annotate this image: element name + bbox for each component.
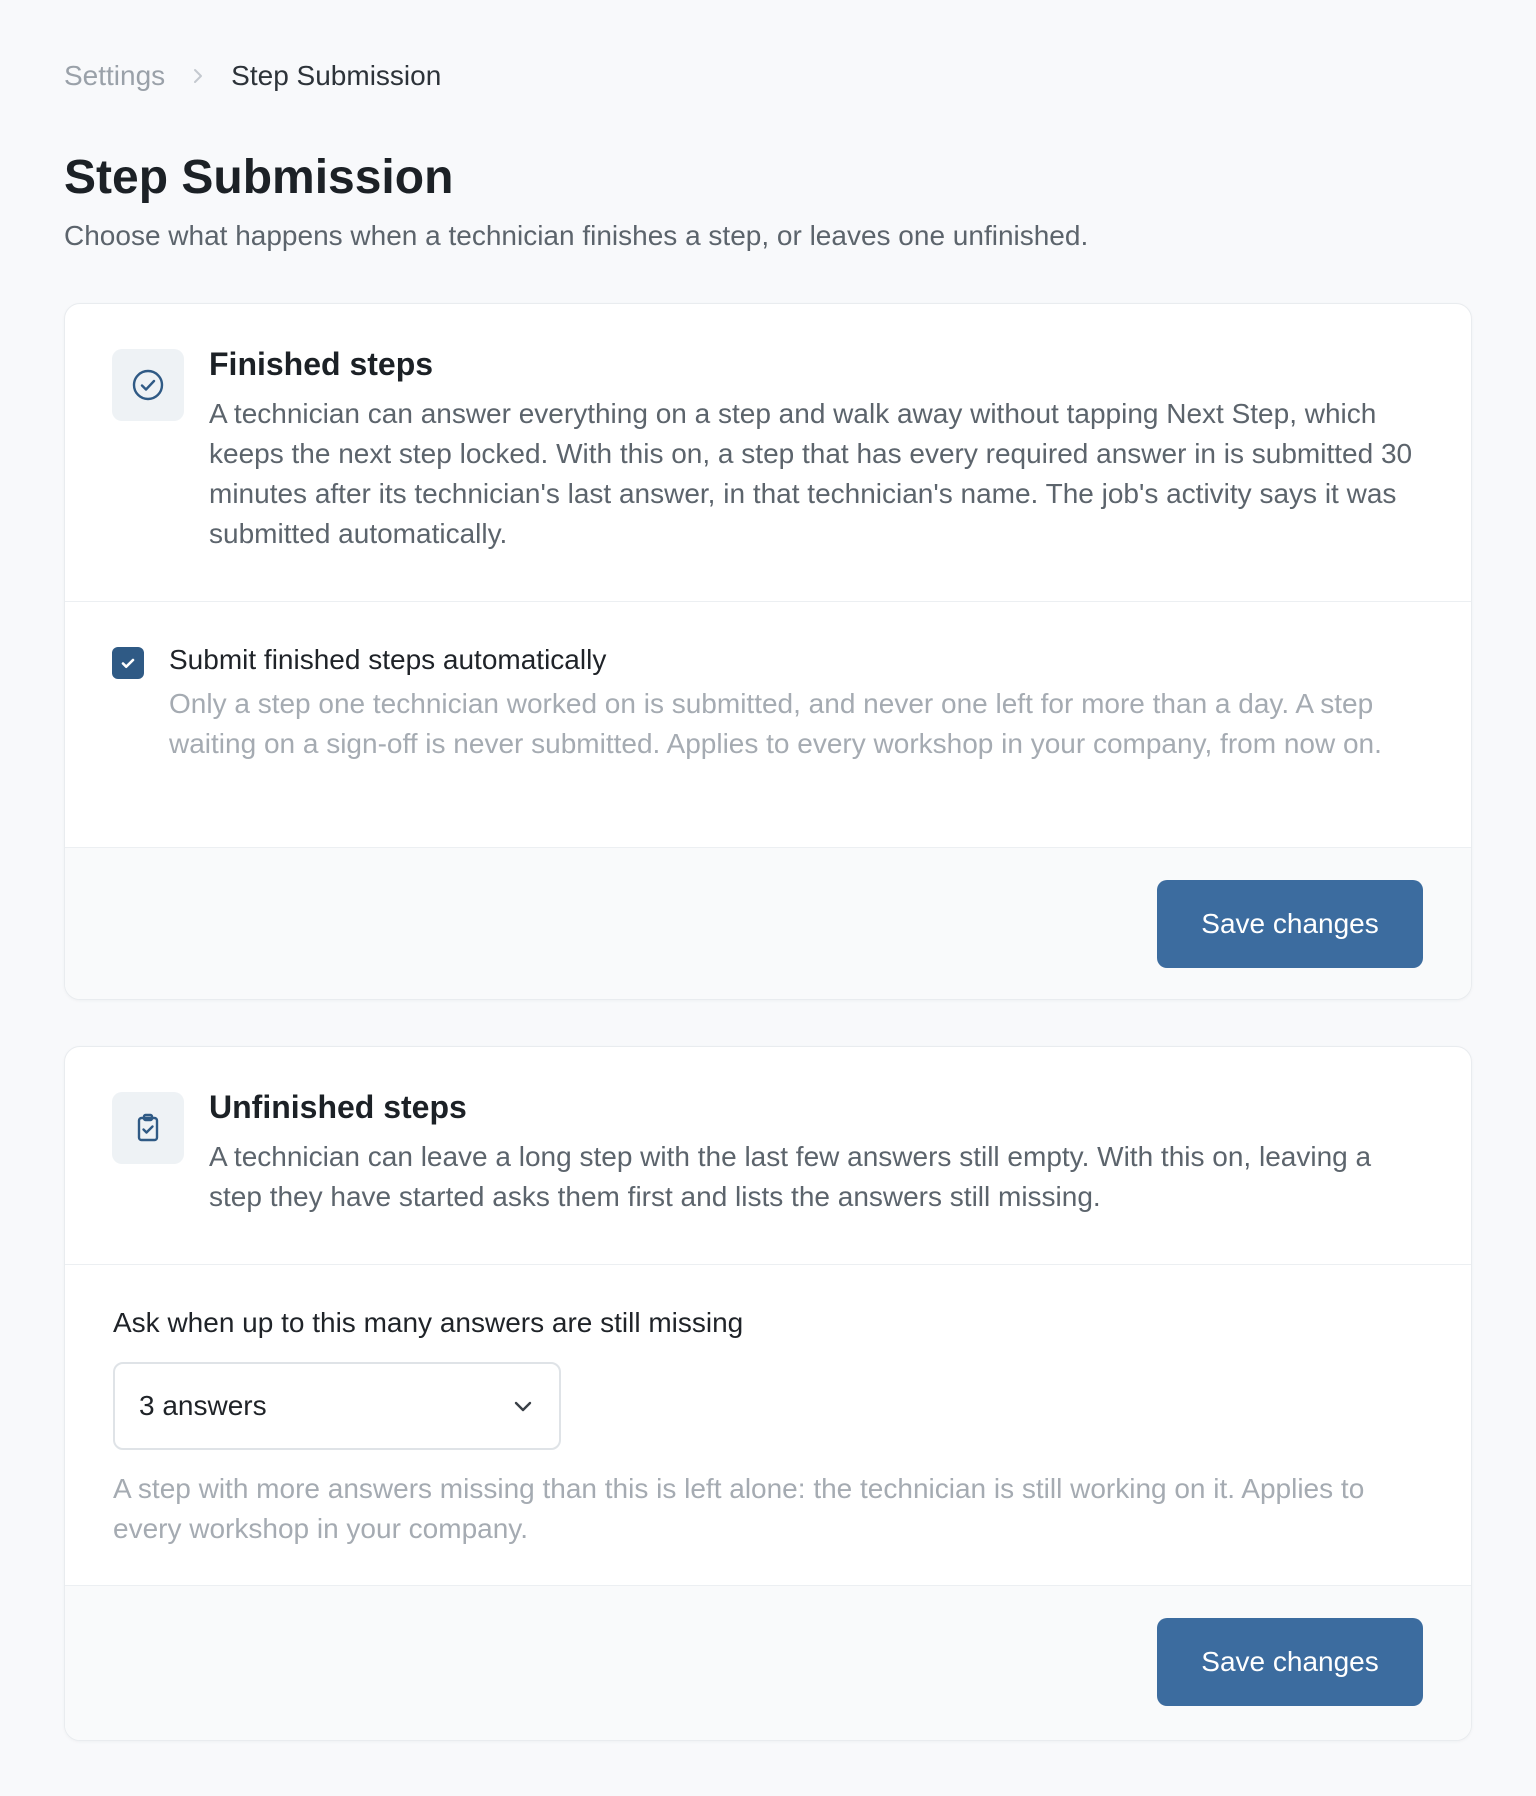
- finished-steps-header: [65, 304, 1471, 602]
- chevron-right-icon: [165, 66, 231, 86]
- breadcrumb: [64, 58, 441, 94]
- unfinished-steps-title: Unfinished steps: [209, 1089, 467, 1125]
- finished-steps-card: [64, 303, 1472, 1000]
- submit-automatically-help: Only a step one technician worked on is submitted, and never one left for more than a day. A step waiting on a sign-off is never submitted. Applies to every workshop in your company, from now on.: [169, 688, 1382, 759]
- finished-steps-footer: [65, 848, 1471, 999]
- submit-automatically-checkbox[interactable]: [112, 647, 144, 679]
- unfinished-save-button[interactable]: Save changes: [1157, 1618, 1423, 1706]
- unfinished-steps-description: A technician can leave a long step with the last few answers still empty. With this on, leaving a step they have started asks them first and lists the answers still missing.: [209, 1141, 1372, 1212]
- finished-steps-body: [65, 602, 1471, 848]
- breadcrumb-settings-link[interactable]: Settings: [64, 60, 166, 91]
- finished-save-button[interactable]: Save changes: [1157, 880, 1423, 968]
- check-circle-icon: [112, 349, 184, 421]
- missing-answers-select-value: 3 answers: [139, 1390, 267, 1421]
- clipboard-check-icon: [112, 1092, 184, 1164]
- missing-answers-help: A step with more answers missing than this is left alone: the technician is still working on it. Applies to every workshop in your company.: [113, 1473, 1365, 1544]
- checkmark-icon: [118, 653, 138, 673]
- unfinished-steps-card: [64, 1046, 1472, 1741]
- finished-steps-title: Finished steps: [209, 346, 434, 382]
- unfinished-steps-body: [65, 1265, 1471, 1586]
- finished-steps-description: A technician can answer everything on a step and walk away without tapping Next Step, which keeps the next step locked. With this on, a step that has every required answer in is submitted 30 minutes after its technician's last answer, in that technician's name. The job's activity says it was submitted automatically.: [209, 398, 1413, 549]
- unfinished-steps-footer: [65, 1586, 1471, 1740]
- page-subtitle: Choose what happens when a technician finishes a step, or leaves one unfinished.: [64, 220, 1089, 251]
- missing-answers-select[interactable]: [113, 1362, 561, 1450]
- page-title: Step Submission: [64, 151, 454, 204]
- submit-automatically-label[interactable]: Submit finished steps automatically: [169, 644, 607, 675]
- unfinished-steps-header: [65, 1047, 1471, 1265]
- missing-answers-label: Ask when up to this many answers are still missing: [113, 1307, 744, 1338]
- breadcrumb-current: Step Submission: [231, 60, 442, 91]
- chevron-down-icon: [511, 1394, 535, 1418]
